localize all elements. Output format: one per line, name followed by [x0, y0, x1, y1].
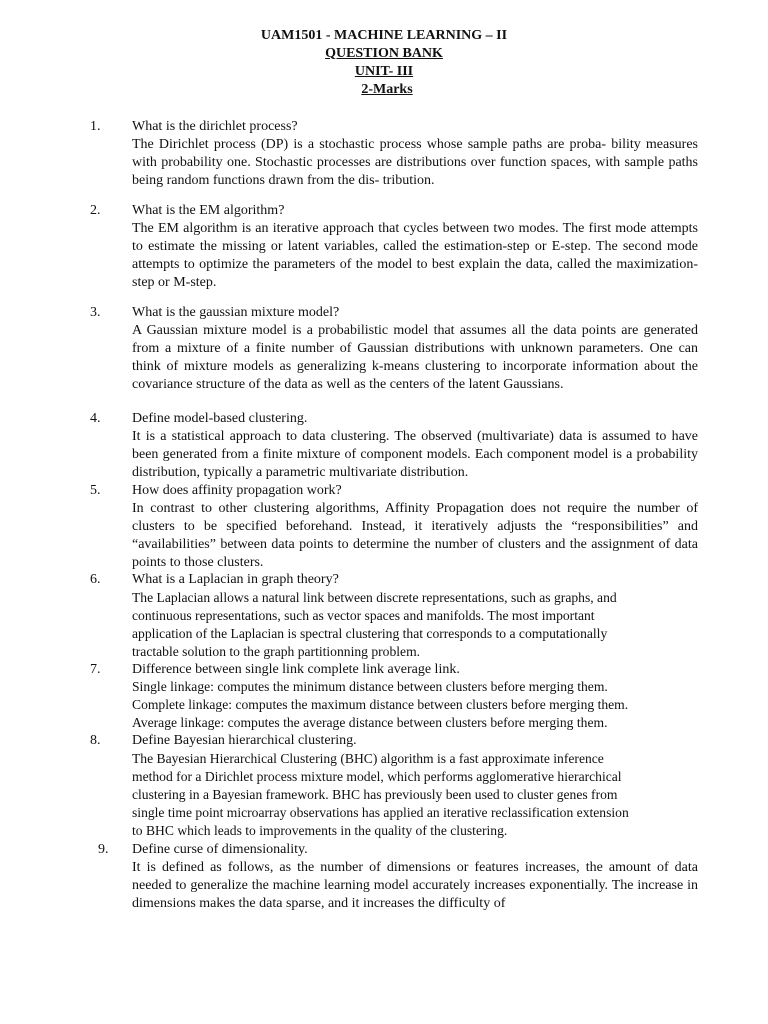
question-text: Define model-based clustering.: [132, 411, 308, 426]
question-number: 4.: [90, 411, 101, 426]
answer-text: It is a statistical approach to data clustering. The observed (multivariate) data is assumed to have been generated from a finite mixture of component models. Each component model is a probability distribution, typically a parametric multivariate distribution.: [132, 429, 698, 480]
answer-line: to BHC which leads to improvements in the quality of the clustering.: [132, 823, 508, 838]
answer-line: Complete linkage: computes the maximum distance between clusters before merging them.: [132, 697, 629, 712]
question-number: 9.: [98, 842, 109, 857]
answer-text: In contrast to other clustering algorithms, Affinity Propagation does not require the number of clusters to be specified beforehand. Instead, it iteratively adjusts the “responsibilities” and “availabilities” between data points to determine the number of clusters and the assignment of data points to those clusters.: [132, 501, 698, 570]
question-text: What is the gaussian mixture model?: [132, 305, 340, 320]
question-text: How does affinity propagation work?: [132, 483, 342, 498]
question-number: 2.: [90, 203, 101, 218]
question-number: 8.: [90, 733, 101, 748]
document-header: [0, 27, 768, 99]
unit-title: UNIT- III: [354, 64, 414, 79]
answer-text: A Gaussian mixture model is a probabilistic model that assumes all the data points are generated from a mixture of a finite number of Gaussian distributions with unknown parameters. One can think of mixture models as generalizing k-means clustering to incorporate information about the covariance structure of the data as well as the centers of the latent Gaussians.: [132, 323, 698, 392]
question-text: What is the EM algorithm?: [132, 203, 285, 218]
answer-line: Single linkage: computes the minimum distance between clusters before merging them.: [132, 679, 608, 694]
answer-line: single time point microarray observations has applied an iterative reclassification extension: [132, 805, 629, 820]
answer-text: [132, 589, 698, 661]
answer-line: The Laplacian allows a natural link between discrete representations, such as graphs, and: [132, 590, 617, 605]
question-text: Define curse of dimensionality.: [132, 842, 308, 857]
answer-line: clustering in a Bayesian framework. BHC has previously been used to cluster genes from: [132, 787, 618, 802]
question-bank-title: QUESTION BANK: [325, 46, 443, 61]
question-text: What is a Laplacian in graph theory?: [132, 572, 339, 587]
answer-line: Average linkage: computes the average distance between clusters before merging them.: [132, 715, 608, 730]
question-text: Define Bayesian hierarchical clustering.: [132, 733, 357, 748]
answer-line: application of the Laplacian is spectral clustering that corresponds to a computationally: [132, 626, 608, 641]
answer-text: [132, 750, 698, 840]
answer-text: The EM algorithm is an iterative approach that cycles between two modes. The first mode attempts to estimate the missing or latent variables, called the estimation-step or E-step. The second mode attempts to optimize the parameters of the model to best explain the data, called the maximization-step or M-step.: [132, 221, 698, 290]
question-text: What is the dirichlet process?: [132, 119, 298, 134]
answer-text: It is defined as follows, as the number of dimensions or features increases, the amount of data needed to generalize the machine learning model accurately increases exponentially. The increase in dimensions makes the data sparse, and it increases the difficulty of: [132, 860, 698, 911]
answer-line: method for a Dirichlet process mixture model, which performs agglomerative hierarchical: [132, 769, 622, 784]
answer-text: The Dirichlet process (DP) is a stochastic process whose sample paths are proba- bility measures with probability one. Stochastic processes are distributions over function spaces, with sample paths being random functions drawn from the dis- tribution.: [132, 137, 698, 188]
question-number: 1.: [90, 119, 101, 134]
course-title: UAM1501 - MACHINE LEARNING – II: [260, 28, 508, 43]
question-number: 6.: [90, 572, 101, 587]
question-number: 3.: [90, 305, 101, 320]
answer-line: continuous representations, such as vector spaces and manifolds. The most important: [132, 608, 595, 623]
question-text: Difference between single link complete link average link.: [132, 662, 460, 677]
question-number: 7.: [90, 662, 101, 677]
answer-text: [132, 678, 698, 732]
answer-line: tractable solution to the graph partitionning problem.: [132, 644, 421, 659]
question-number: 5.: [90, 483, 101, 498]
answer-line: The Bayesian Hierarchical Clustering (BHC) algorithm is a fast approximate inference: [132, 751, 604, 766]
marks-title: 2-Marks: [361, 82, 413, 97]
